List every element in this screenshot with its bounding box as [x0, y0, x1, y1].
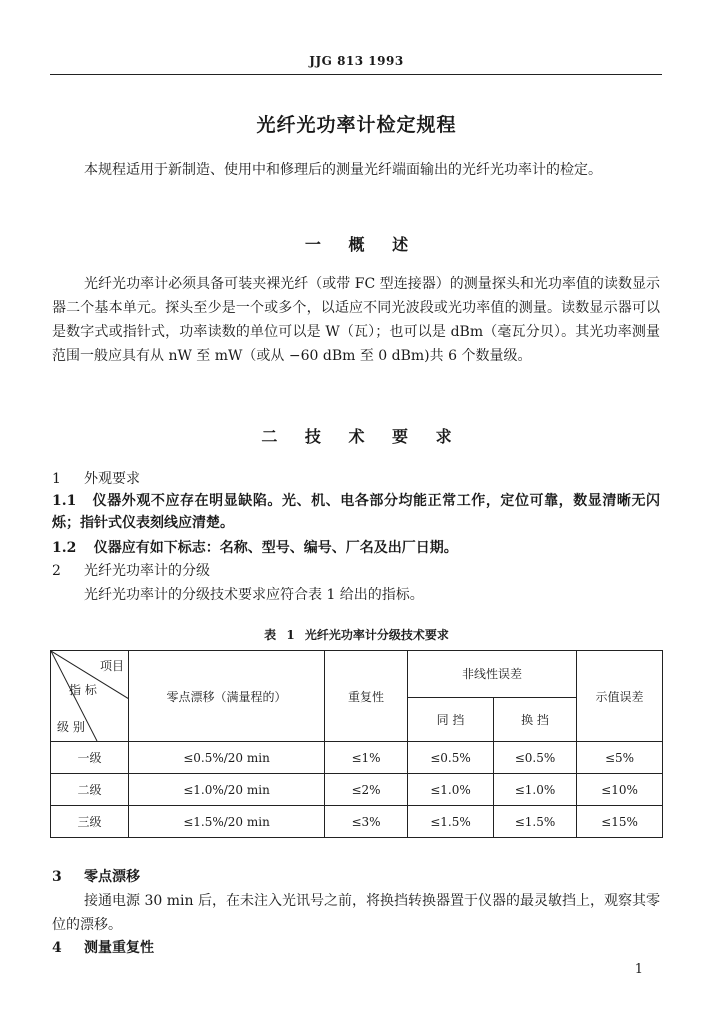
header-nonlinearity: 非线性误差 [408, 651, 577, 698]
section-3-heading: 3 零点漂移 [52, 869, 140, 885]
header-same-range: 同 挡 [408, 697, 494, 742]
header-indication-error: 示值误差 [577, 651, 663, 742]
header-zero-drift: 零点漂移（满量程的） [129, 651, 325, 742]
table-row: 三级 ≤1.5%/20 min ≤3% ≤1.5% ≤1.5% ≤15% [51, 806, 663, 838]
corner-grade-label: 级 别 [57, 720, 85, 734]
corner-index-label: 指 标 [69, 683, 97, 697]
intro-paragraph [52, 158, 660, 182]
corner-item-label: 项目 [99, 659, 124, 673]
overview-text: 光纤光功率计必须具备可装夹裸光纤（或带 FC 型连接器）的测量探头和光功率值的读数显示器二个基本单元。探头至少是一个或多个，以适应不同光波段或光功率值的测量。读数显示器可以是数字式或指针式，功率读数的单位可以是 W（瓦）；也可以是 dBm（毫瓦分贝）。其光功率测量范围一般应具有从 nW 至 mW（或从 −60 dBm 至 0 dBm)共 6 个数量级。 [52, 276, 660, 364]
intro-text: 本规程适用于新制造、使用中和修理后的测量光纤端面输出的光纤光功率计的检定。 [84, 162, 602, 178]
section-heading-overview: 一 概 述 [304, 235, 409, 254]
header-switch-range: 换 挡 [494, 697, 577, 742]
section-4-heading: 4 测量重复性 [52, 940, 154, 956]
header-rule [50, 74, 662, 75]
grading-table [50, 650, 663, 838]
table-row: 一级 ≤0.5%/20 min ≤1% ≤0.5% ≤0.5% ≤5% [51, 742, 663, 774]
table-corner-cell [51, 651, 129, 742]
overview-paragraph [52, 272, 660, 368]
table-caption: 表 1 光纤光功率计分级技术要求 [264, 628, 449, 642]
item-1-2: 1.2 仪器应有如下标志：名称、型号、编号、厂名及出厂日期。 [52, 540, 458, 556]
header-repeatability: 重复性 [325, 651, 408, 742]
document-title: 光纤光功率计检定规程 [256, 114, 457, 136]
section-heading-requirements: 二 技 术 要 求 [261, 427, 452, 446]
item-2: 2 光纤光功率计的分级 [52, 563, 210, 579]
table-row: 二级 ≤1.0%/20 min ≤2% ≤1.0% ≤1.0% ≤10% [51, 774, 663, 806]
section-3-paragraph [52, 889, 660, 937]
item-1-1: 1.1 仪器外观不应存在明显缺陷。光、机、电各部分均能正常工作，定位可靠，数显清晰无闪烁；指针式仪表刻线应清楚。 [52, 493, 661, 531]
item-2-body: 光纤光功率计的分级技术要求应符合表 1 给出的指标。 [84, 587, 424, 603]
section-3-text: 接通电源 30 min 后，在未注入光讯号之前，将换挡转换器置于仪器的最灵敏挡上，观察其零位的漂移。 [52, 893, 660, 933]
page-header: JJG 813 1993 [309, 54, 404, 68]
page-number: 1 [634, 962, 643, 977]
item-1: 1 外观要求 [52, 471, 140, 487]
